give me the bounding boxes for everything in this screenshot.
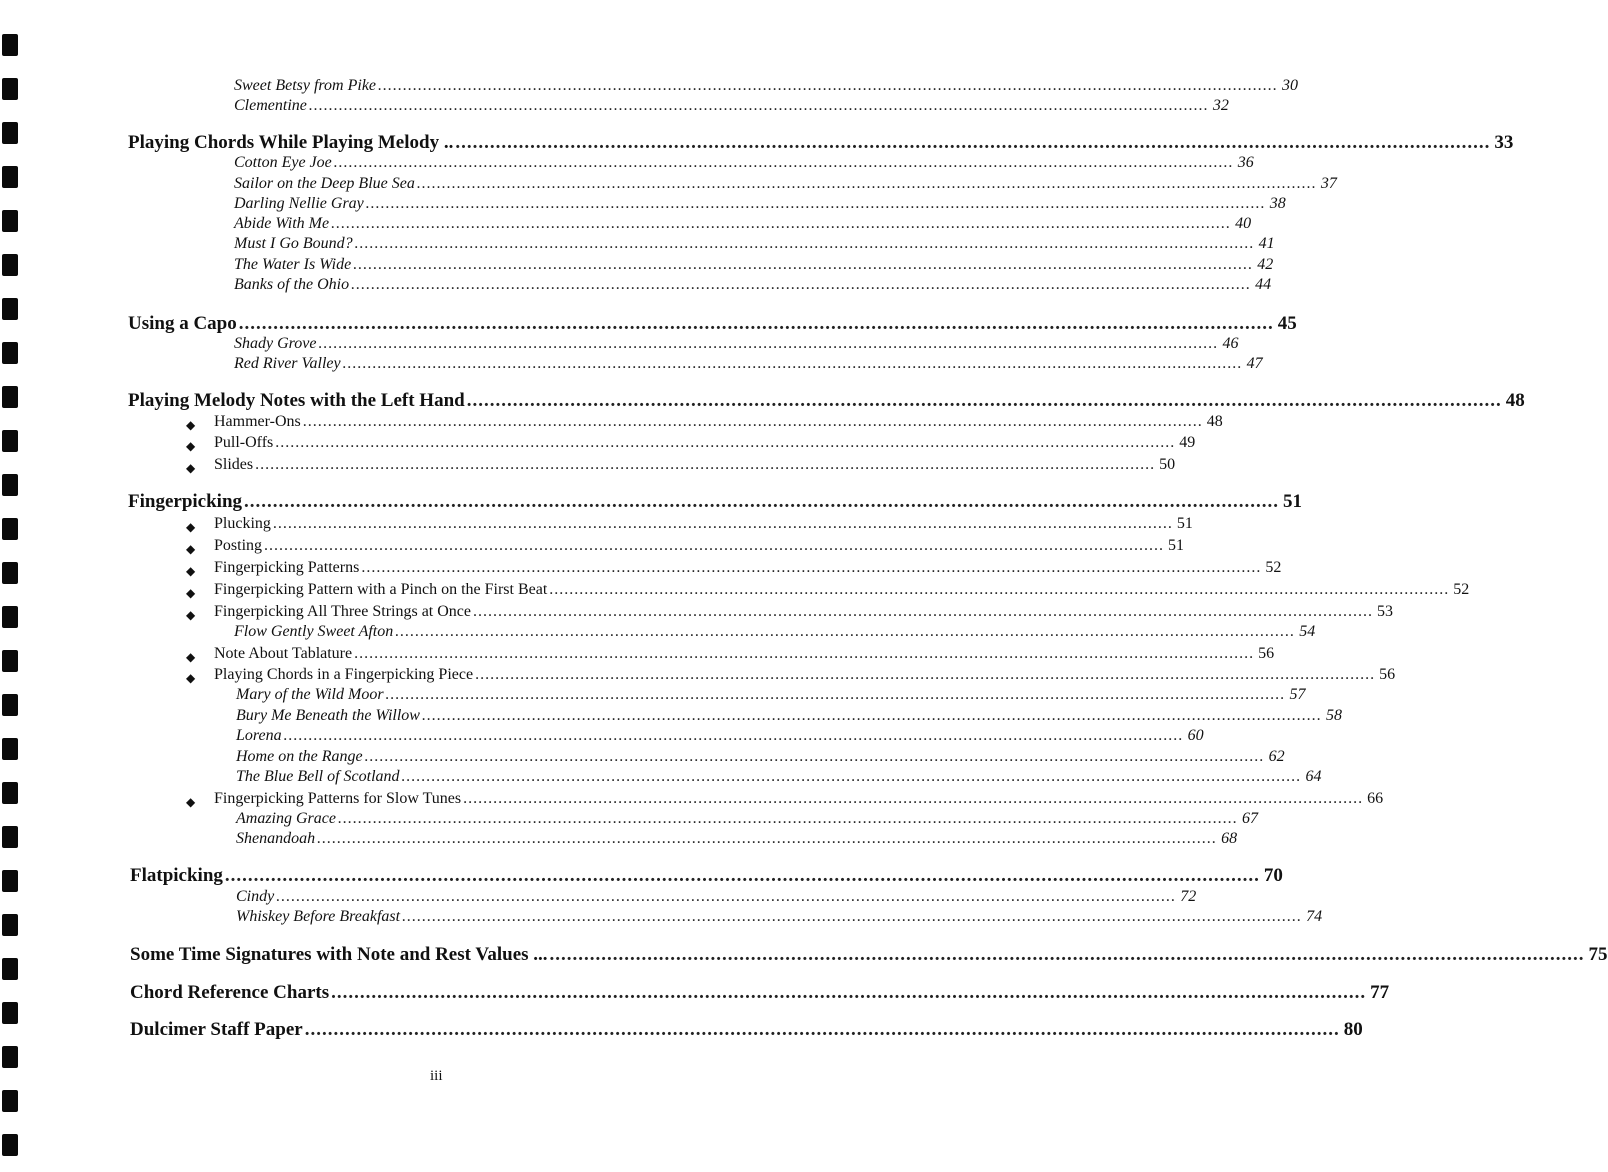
binding-hole (2, 298, 18, 320)
diamond-bullet-icon: ◆ (186, 608, 196, 622)
binding-hole (2, 342, 18, 364)
toc-entry-chapter: Using a Capo .................................................................................................................................................................................... 45 (128, 313, 1297, 334)
toc-entry-chapter: Playing Melody Notes with the Left Hand .................................................................................................................................................................................... 48 (128, 390, 1525, 411)
binding-hole (2, 78, 18, 100)
diamond-bullet-icon: ◆ (186, 586, 196, 600)
binding-hole (2, 1002, 18, 1024)
toc-entry-song: Must I Go Bound? .................................................................................................................................................................................... 41 (234, 235, 1275, 252)
toc-entry-topic: Plucking .................................................................................................................................................................................... 51 (214, 515, 1193, 532)
toc-entry-song: Shenandoah .................................................................................................................................................................................... 68 (236, 830, 1238, 847)
diamond-bullet-icon: ◆ (186, 564, 196, 578)
binding-hole (2, 254, 18, 276)
toc-entry-song: Shady Grove .................................................................................................................................................................................... 46 (234, 335, 1239, 352)
toc-entry-song: Sailor on the Deep Blue Sea .................................................................................................................................................................................... 37 (234, 175, 1337, 192)
toc-entry-song: Mary of the Wild Moor .................................................................................................................................................................................... 57 (236, 686, 1306, 703)
toc-entry-song: Flow Gently Sweet Afton .................................................................................................................................................................................... 54 (234, 623, 1316, 640)
toc-entry-song: Clementine .................................................................................................................................................................................... 32 (234, 97, 1229, 114)
toc-entry-song: Home on the Range .................................................................................................................................................................................... 62 (236, 748, 1285, 765)
binding-hole (2, 694, 18, 716)
binding-hole (2, 210, 18, 232)
diamond-bullet-icon: ◆ (186, 520, 196, 534)
toc-entry-song: The Water Is Wide .................................................................................................................................................................................... 42 (234, 256, 1274, 273)
toc-entry-topic: Fingerpicking All Three Strings at Once .................................................................................................................................................................................... 53 (214, 603, 1393, 620)
toc-entry-topic: Slides .................................................................................................................................................................................... 50 (214, 456, 1176, 473)
toc-entry-song: The Blue Bell of Scotland .................................................................................................................................................................................... 64 (236, 768, 1322, 785)
binding-hole (2, 914, 18, 936)
toc-entry-song: Cindy .................................................................................................................................................................................... 72 (236, 888, 1197, 905)
binding-hole (2, 430, 18, 452)
toc-entry-song: Sweet Betsy from Pike .................................................................................................................................................................................... 30 (234, 77, 1299, 94)
toc-entry-topic: Pull-Offs .................................................................................................................................................................................... 49 (214, 434, 1196, 451)
toc-entry-chapter: Fingerpicking .................................................................................................................................................................................... 51 (128, 491, 1303, 512)
binding-hole (2, 1134, 18, 1156)
toc-entry-song: Red River Valley .................................................................................................................................................................................... 47 (234, 355, 1263, 372)
diamond-bullet-icon: ◆ (186, 439, 196, 453)
binding-hole (2, 562, 18, 584)
binding-hole (2, 606, 18, 628)
toc-entry-chapter: Flatpicking .................................................................................................................................................................................... 70 (130, 865, 1283, 886)
toc-entry-song: Abide With Me .................................................................................................................................................................................... 40 (234, 215, 1252, 232)
diamond-bullet-icon: ◆ (186, 418, 196, 432)
binding-hole (2, 1046, 18, 1068)
toc-entry-topic: Posting .................................................................................................................................................................................... 51 (214, 537, 1185, 554)
toc-entry-song: Darling Nellie Gray .................................................................................................................................................................................... 38 (234, 195, 1286, 212)
toc-entry-topic: Hammer-Ons .................................................................................................................................................................................... 48 (214, 413, 1223, 430)
binding-hole (2, 870, 18, 892)
toc-entry-topic: Note About Tablature .................................................................................................................................................................................... 56 (214, 645, 1275, 662)
binding-hole (2, 518, 18, 540)
toc-entry-song: Banks of the Ohio .................................................................................................................................................................................... 44 (234, 276, 1272, 293)
toc-entry-song: Cotton Eye Joe .................................................................................................................................................................................... 36 (234, 154, 1254, 171)
toc-entry-chapter: Playing Chords While Playing Melody .. .................................................................................................................................................................................... 33 (128, 132, 1514, 153)
toc-entry-song: Bury Me Beneath the Willow .................................................................................................................................................................................... 58 (236, 707, 1342, 724)
binding-hole (2, 1090, 18, 1112)
toc-entry-song: Lorena .................................................................................................................................................................................... 60 (236, 727, 1204, 744)
toc-entry-chapter: Some Time Signatures with Note and Rest Values ... .................................................................................................................................................................................... 75 (130, 944, 1608, 965)
spiral-binding (0, 0, 22, 1172)
toc-entry-topic: Fingerpicking Patterns for Slow Tunes .................................................................................................................................................................................... 66 (214, 790, 1384, 807)
toc-entry-song: Amazing Grace .................................................................................................................................................................................... 67 (236, 810, 1258, 827)
toc-entry-chapter: Chord Reference Charts .................................................................................................................................................................................... 77 (130, 982, 1390, 1003)
binding-hole (2, 122, 18, 144)
binding-hole (2, 166, 18, 188)
diamond-bullet-icon: ◆ (186, 671, 196, 685)
diamond-bullet-icon: ◆ (186, 650, 196, 664)
toc-entry-topic: Fingerpicking Patterns .................................................................................................................................................................................... 52 (214, 559, 1282, 576)
binding-hole (2, 34, 18, 56)
binding-hole (2, 782, 18, 804)
diamond-bullet-icon: ◆ (186, 461, 196, 475)
binding-hole (2, 474, 18, 496)
toc-entry-topic: Playing Chords in a Fingerpicking Piece .................................................................................................................................................................................... 56 (214, 666, 1396, 683)
toc-entry-topic: Fingerpicking Pattern with a Pinch on the First Beat .................................................................................................................................................................................... 52 (214, 581, 1470, 598)
toc-entry-chapter: Dulcimer Staff Paper .................................................................................................................................................................................... 80 (130, 1019, 1363, 1040)
binding-hole (2, 650, 18, 672)
binding-hole (2, 738, 18, 760)
binding-hole (2, 958, 18, 980)
diamond-bullet-icon: ◆ (186, 795, 196, 809)
page-number: iii (430, 1068, 443, 1084)
binding-hole (2, 386, 18, 408)
toc-entry-song: Whiskey Before Breakfast .................................................................................................................................................................................... 74 (236, 908, 1323, 925)
binding-hole (2, 826, 18, 848)
diamond-bullet-icon: ◆ (186, 542, 196, 556)
